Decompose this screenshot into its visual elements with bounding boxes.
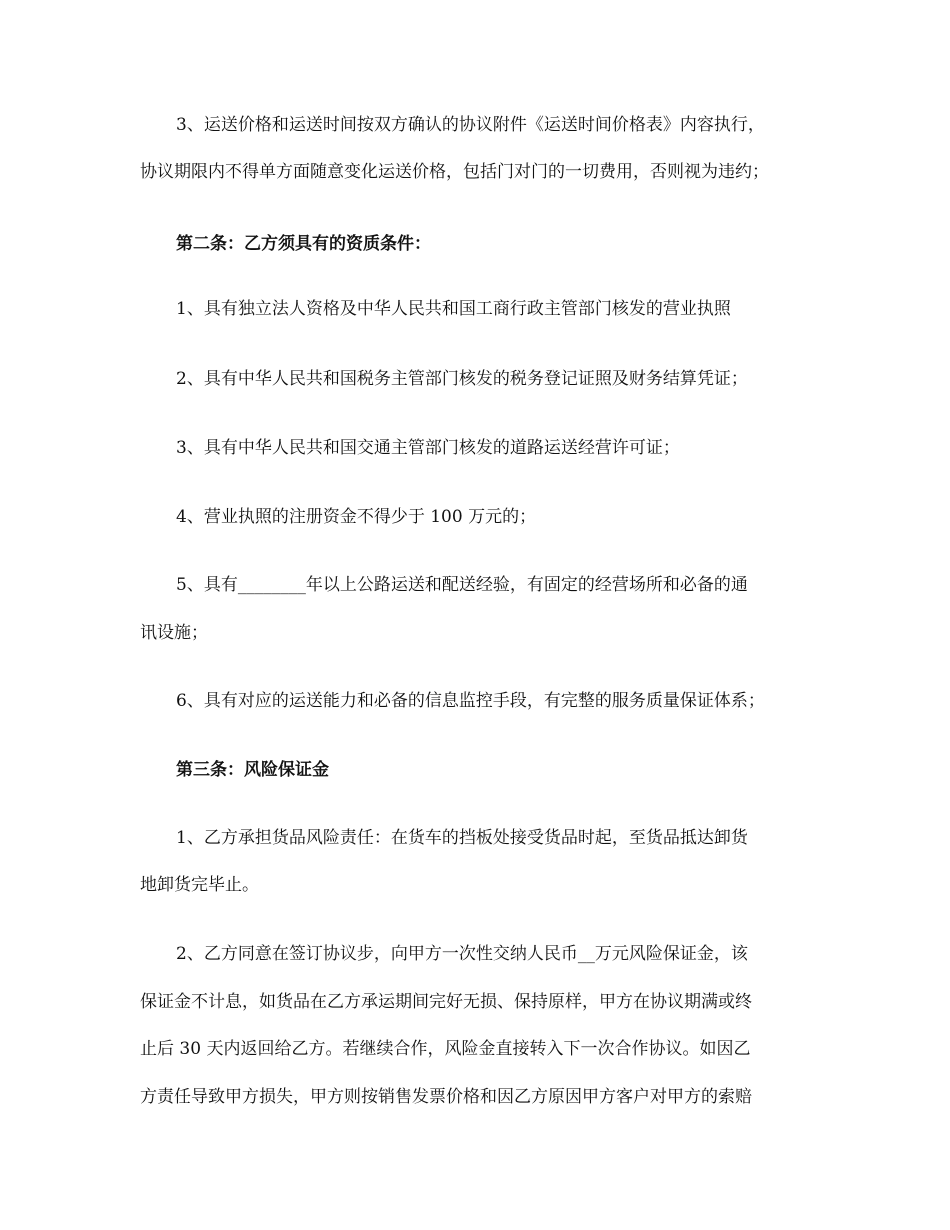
section-heading: 第二条：乙方须具有的资质条件：	[176, 234, 431, 254]
section-heading: 第三条：风险保证金	[176, 760, 329, 780]
list-item-text: 万元风险保证金，该	[594, 944, 748, 964]
list-item: 4、营业执照的注册资金不得少于 100 万元的；	[176, 507, 537, 527]
list-item	[176, 943, 820, 965]
list-item-continuation: 地卸货完毕止。	[140, 875, 259, 895]
list-item: 1、具有独立法人资格及中华人民共和国工商行政主管部门核发的营业执照	[176, 299, 731, 319]
list-item-text: 2、乙方同意在签订协议步，向甲方一次性交纳人民币	[176, 944, 578, 964]
fill-in-blank: __	[577, 944, 595, 964]
list-item-text: 5、具有	[176, 575, 238, 595]
list-item	[176, 574, 820, 596]
paragraph-line: 止后 30 天内返回给乙方。若继续合作，风险金直接转入下一次合作协议。如因乙	[140, 1039, 751, 1059]
paragraph-line: 协议期限内不得单方面随意变化运送价格，包括门对门的一切费用，否则视为违约；	[140, 162, 769, 182]
paragraph-line: 3、运送价格和运送时间按双方确认的协议附件《运送时间价格表》内容执行，	[176, 115, 765, 135]
list-item-continuation: 讯设施；	[140, 623, 208, 643]
list-item: 3、具有中华人民共和国交通主管部门核发的道路运送经营许可证；	[176, 438, 680, 458]
paragraph-line: 方责任导致甲方损失，甲方则按销售发票价格和因乙方原因甲方客户对甲方的索赔	[140, 1087, 752, 1107]
paragraph-line: 保证金不计息，如货品在乙方承运期间完好无损、保持原样，甲方在协议期满或终	[140, 992, 752, 1012]
list-item: 6、具有对应的运送能力和必备的信息监控手段，有完整的服务质量保证体系；	[176, 691, 765, 711]
list-item-text: 年以上公路运送和配送经验，有固定的经营场所和必备的通	[305, 575, 748, 595]
list-item: 2、具有中华人民共和国税务主管部门核发的税务登记证照及财务结算凭证；	[176, 369, 748, 389]
fill-in-blank: ________	[237, 575, 306, 595]
list-item: 1、乙方承担货品风险责任：在货车的挡板处接受货品时起，至货品抵达卸货	[176, 828, 748, 848]
